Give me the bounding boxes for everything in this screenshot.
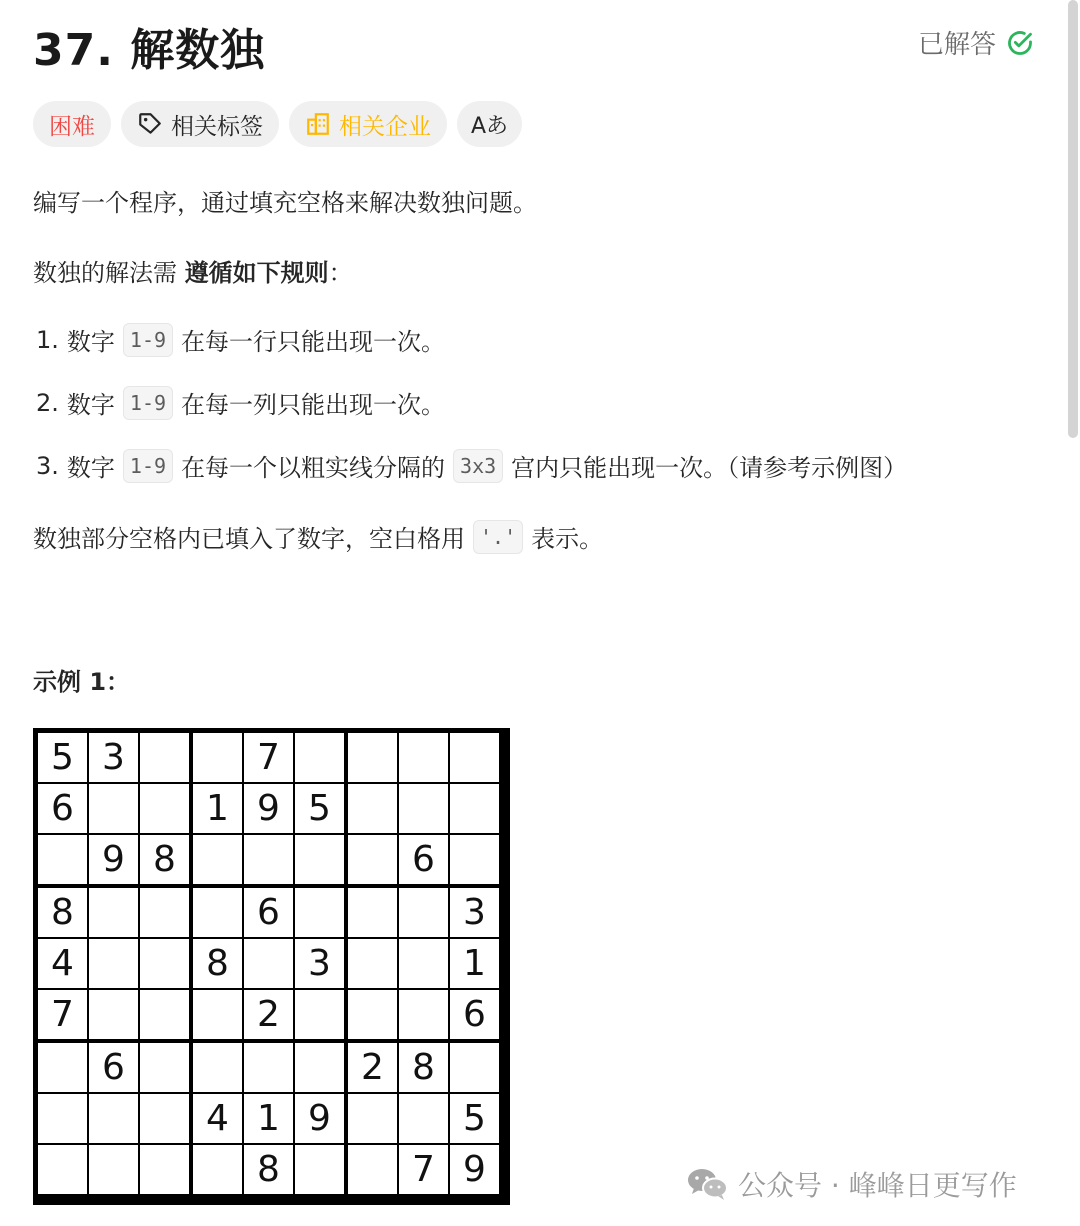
sudoku-cell bbox=[348, 888, 397, 937]
sudoku-cell bbox=[193, 733, 242, 782]
sudoku-cell bbox=[295, 1145, 344, 1194]
sudoku-cell bbox=[348, 835, 397, 884]
sudoku-cell bbox=[140, 888, 189, 937]
sudoku-cell: 3 bbox=[450, 888, 499, 937]
rules-heading-bold: 遵循如下规则 bbox=[184, 259, 329, 287]
sudoku-cell: 7 bbox=[38, 990, 87, 1039]
sudoku-cell bbox=[89, 888, 138, 937]
sudoku-cell bbox=[38, 1145, 87, 1194]
problem-title: 37. 解数独 bbox=[33, 25, 266, 76]
wechat-icon bbox=[686, 1166, 730, 1202]
sudoku-cell bbox=[38, 835, 87, 884]
rule-item-2 bbox=[36, 385, 445, 420]
sudoku-cell bbox=[295, 835, 344, 884]
sudoku-cell: 5 bbox=[38, 733, 87, 782]
example-title: 示例 1： bbox=[33, 668, 131, 696]
building-icon bbox=[305, 111, 331, 137]
rule-code: 1-9 bbox=[123, 449, 173, 483]
sudoku-cell bbox=[193, 990, 242, 1039]
empty-cell-text-pre: 数独部分空格内已填入了数字，空白格用 bbox=[33, 525, 465, 553]
sudoku-cell bbox=[89, 939, 138, 988]
sudoku-cell: 4 bbox=[193, 1094, 242, 1143]
sudoku-cell bbox=[348, 1094, 397, 1143]
sudoku-cell bbox=[89, 784, 138, 833]
rule-text-pre: 数字 bbox=[66, 454, 115, 482]
sudoku-cell: 6 bbox=[38, 784, 87, 833]
sudoku-cell bbox=[295, 733, 344, 782]
sudoku-cell bbox=[193, 888, 242, 937]
sudoku-cell: 9 bbox=[89, 835, 138, 884]
sudoku-cell: 7 bbox=[244, 733, 293, 782]
sudoku-cell bbox=[399, 939, 448, 988]
sudoku-cell bbox=[193, 835, 242, 884]
sudoku-cell bbox=[38, 1094, 87, 1143]
sudoku-cell: 6 bbox=[244, 888, 293, 937]
sudoku-board bbox=[33, 728, 510, 1205]
sudoku-cell bbox=[244, 835, 293, 884]
rule-item-1 bbox=[36, 322, 445, 357]
sudoku-cell bbox=[348, 733, 397, 782]
sudoku-cell: 5 bbox=[450, 1094, 499, 1143]
related-tags-button[interactable] bbox=[121, 101, 279, 147]
sudoku-cell bbox=[89, 990, 138, 1039]
rule-number: 3. bbox=[36, 451, 59, 480]
sudoku-cell bbox=[399, 888, 448, 937]
sudoku-cell bbox=[399, 990, 448, 1039]
empty-cell-text-post: 表示。 bbox=[531, 525, 604, 553]
sudoku-cell bbox=[140, 733, 189, 782]
sudoku-cell bbox=[140, 939, 189, 988]
sudoku-cell bbox=[140, 1043, 189, 1092]
rule-text-pre: 数字 bbox=[66, 391, 115, 419]
sudoku-cell: 8 bbox=[399, 1043, 448, 1092]
difficulty-label: 困难 bbox=[49, 113, 95, 140]
sudoku-cell: 8 bbox=[244, 1145, 293, 1194]
rules-heading-suffix: ： bbox=[328, 259, 353, 287]
sudoku-cell: 9 bbox=[450, 1145, 499, 1194]
solved-status-label: 已解答 bbox=[918, 30, 997, 60]
sudoku-cell bbox=[348, 939, 397, 988]
sudoku-cell bbox=[89, 1145, 138, 1194]
sudoku-cell bbox=[244, 1043, 293, 1092]
intro-text: 编写一个程序，通过填充空格来解决数独问题。 bbox=[33, 189, 537, 217]
difficulty-tag[interactable] bbox=[33, 101, 111, 147]
sudoku-cell bbox=[450, 733, 499, 782]
sudoku-cell bbox=[140, 1094, 189, 1143]
sudoku-cell: 3 bbox=[89, 733, 138, 782]
sudoku-cell bbox=[348, 1145, 397, 1194]
sudoku-cell bbox=[295, 990, 344, 1039]
solved-status bbox=[918, 24, 1034, 61]
rule-code: 1-9 bbox=[123, 323, 173, 357]
sudoku-cell: 8 bbox=[38, 888, 87, 937]
sudoku-cell: 6 bbox=[399, 835, 448, 884]
sudoku-cell: 2 bbox=[244, 990, 293, 1039]
sudoku-cell bbox=[140, 1145, 189, 1194]
related-companies-button[interactable] bbox=[289, 101, 447, 147]
rule-text-post: 在每一列只能出现一次。 bbox=[181, 391, 446, 419]
rule-item-3 bbox=[36, 448, 907, 483]
watermark bbox=[686, 1164, 1017, 1204]
sudoku-cell: 8 bbox=[140, 835, 189, 884]
sudoku-cell: 5 bbox=[295, 784, 344, 833]
sudoku-cell bbox=[399, 733, 448, 782]
rule-code: 1-9 bbox=[123, 386, 173, 420]
rule-code-box: 3x3 bbox=[453, 449, 503, 483]
sudoku-cell: 3 bbox=[295, 939, 344, 988]
rule-text-post: 在每一行只能出现一次。 bbox=[181, 328, 446, 356]
sudoku-cell bbox=[193, 1145, 242, 1194]
sudoku-cell: 7 bbox=[399, 1145, 448, 1194]
sudoku-cell bbox=[89, 1094, 138, 1143]
sudoku-cell bbox=[450, 784, 499, 833]
translate-button[interactable] bbox=[457, 101, 522, 147]
sudoku-cell bbox=[399, 1094, 448, 1143]
sudoku-cell bbox=[244, 939, 293, 988]
sudoku-cell: 9 bbox=[244, 784, 293, 833]
sudoku-cell: 1 bbox=[244, 1094, 293, 1143]
sudoku-cell bbox=[399, 784, 448, 833]
rule-number: 1. bbox=[36, 325, 59, 354]
rule-text-mid: 在每一个以粗实线分隔的 bbox=[181, 454, 446, 482]
rule-text-post: 宫内只能出现一次。（请参考示例图） bbox=[511, 454, 908, 482]
sudoku-cell: 4 bbox=[38, 939, 87, 988]
tag-icon bbox=[137, 111, 163, 137]
sudoku-cell bbox=[295, 1043, 344, 1092]
sudoku-cell bbox=[348, 784, 397, 833]
rules-heading-prefix: 数独的解法需 bbox=[33, 259, 185, 287]
sudoku-cell: 1 bbox=[450, 939, 499, 988]
sudoku-cell: 6 bbox=[89, 1043, 138, 1092]
rules-heading bbox=[33, 253, 353, 288]
sudoku-cell bbox=[348, 990, 397, 1039]
sudoku-cell bbox=[193, 1043, 242, 1092]
related-tags-label: 相关标签 bbox=[171, 113, 263, 140]
translate-icon: Aあ bbox=[471, 113, 509, 139]
tag-row bbox=[33, 101, 522, 147]
sudoku-cell bbox=[38, 1043, 87, 1092]
sudoku-cell bbox=[140, 784, 189, 833]
scrollbar[interactable] bbox=[1068, 0, 1078, 438]
empty-cell-code: '.' bbox=[473, 520, 523, 554]
sudoku-cell: 9 bbox=[295, 1094, 344, 1143]
sudoku-cell: 6 bbox=[450, 990, 499, 1039]
watermark-text: 公众号 · 峰峰日更写作 bbox=[738, 1169, 1017, 1202]
sudoku-cell bbox=[140, 990, 189, 1039]
check-circle-icon bbox=[1006, 29, 1034, 57]
rule-text-pre: 数字 bbox=[66, 328, 115, 356]
rule-number: 2. bbox=[36, 388, 59, 417]
sudoku-cell: 1 bbox=[193, 784, 242, 833]
sudoku-cell: 8 bbox=[193, 939, 242, 988]
empty-cell-text bbox=[33, 519, 603, 554]
related-companies-label: 相关企业 bbox=[339, 113, 431, 140]
sudoku-cell bbox=[450, 835, 499, 884]
sudoku-cell: 2 bbox=[348, 1043, 397, 1092]
sudoku-cell bbox=[295, 888, 344, 937]
sudoku-cell bbox=[450, 1043, 499, 1092]
